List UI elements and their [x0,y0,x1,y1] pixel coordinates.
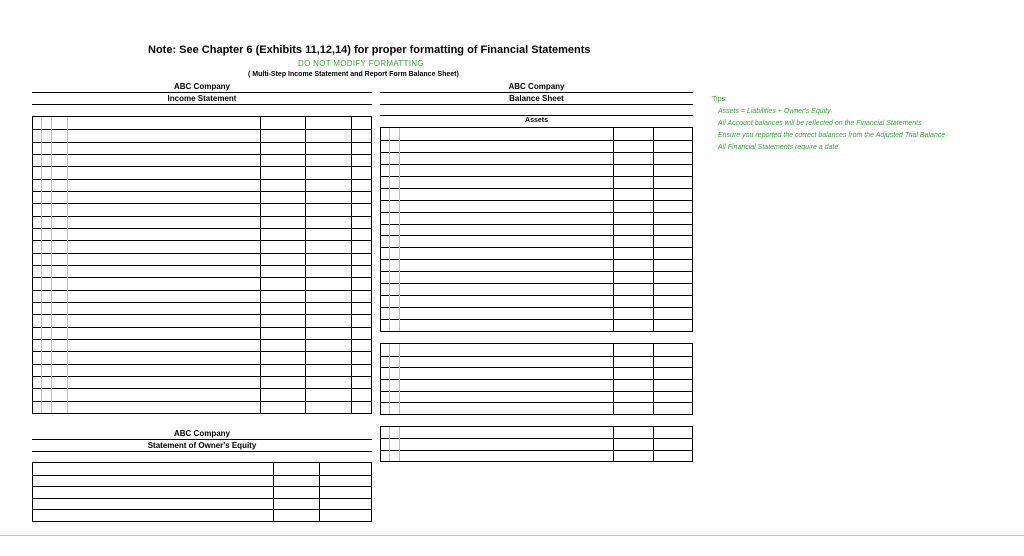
grid-row-line [33,486,371,487]
grid-row-line [33,142,371,143]
grid-column-line [305,117,306,413]
grid-row-line [33,475,371,476]
grid-indent-line [67,117,68,413]
income-company: ABC Company [173,82,230,91]
grid-row-line [381,356,692,357]
grid-row-line [33,509,371,510]
grid-row-line [381,438,692,439]
grid-row-line [33,388,371,389]
grid-row-line [381,164,692,165]
grid-row-line [33,277,371,278]
grid-row-line [33,179,371,180]
grid-row-line [33,290,371,291]
grid-row-line [381,391,692,392]
grid-row-line [381,224,692,225]
tip-item: All Account balances will be reflected on the Financial Statements [718,120,922,127]
balance-sheet-grid-3[interactable] [380,426,693,462]
grid-row-line [381,200,692,201]
grid-row-line [33,327,371,328]
grid-row-line [33,401,371,402]
grid-row-line [381,212,692,213]
grid-row-line [381,152,692,153]
balance-sheet-assets-grid[interactable] [380,127,693,332]
grid-row-line [33,203,371,204]
income-statement-grid[interactable] [32,116,372,414]
balance-company: ABC Company [508,82,565,91]
tip-item: All Financial Statements require a date. [718,144,841,151]
grid-row-line [381,295,692,296]
grid-row-line [381,450,692,451]
balance-sheet-grid-2[interactable] [380,343,693,415]
balance-divider-2 [380,104,693,105]
grid-row-line [381,271,692,272]
grid-row-line [33,376,371,377]
balance-divider-3 [380,115,693,116]
grid-indent-line [51,117,52,413]
grid-row-line [381,402,692,403]
page-bottom-border [0,535,1024,536]
grid-row-line [381,176,692,177]
grid-row-line [33,191,371,192]
grid-row-line [33,253,371,254]
grid-indent-line [389,344,390,414]
tip-item: Assets = Liabilities + Owner's Equity [718,108,831,115]
grid-column-line [653,427,654,461]
owners-equity-grid[interactable] [32,462,372,522]
grid-column-line [260,117,261,413]
grid-row-line [33,154,371,155]
grid-indent-line [389,427,390,461]
grid-row-line [33,216,371,217]
grid-row-line [33,228,371,229]
grid-row-line [33,129,371,130]
grid-column-line [351,117,352,413]
grid-row-line [33,364,371,365]
grid-indent-line [41,117,42,413]
page-note: Note: See Chapter 6 (Exhibits 11,12,14) for proper formatting of Financial Statements [148,44,591,56]
grid-column-line [319,463,320,521]
grid-row-line [381,140,692,141]
grid-row-line [33,314,371,315]
grid-column-line [273,463,274,521]
income-title: Income Statement [167,94,237,103]
grid-column-line [653,128,654,331]
tips-label: Tips: [712,96,727,103]
grid-indent-line [399,427,400,461]
equity-title: Statement of Owner's Equity [147,441,257,450]
grid-row-line [33,339,371,340]
grid-row-line [33,351,371,352]
equity-company: ABC Company [173,429,230,438]
grid-row-line [381,367,692,368]
grid-row-line [381,379,692,380]
grid-column-line [613,128,614,331]
grid-column-line [653,344,654,414]
assets-heading: Assets [525,117,548,124]
grid-row-line [381,247,692,248]
equity-divider-2 [32,451,372,452]
grid-row-line [33,166,371,167]
page-subtitle: ( Multi-Step Income Statement and Report Form Balance Sheet) [248,71,459,78]
grid-column-line [613,427,614,461]
balance-divider-1 [380,92,693,93]
balance-title: Balance Sheet [509,94,564,103]
grid-row-line [33,302,371,303]
do-not-modify-warning: DO NOT MODIFY FORMATTING [298,59,424,68]
grid-row-line [381,188,692,189]
tip-item: Ensure you reported the correct balances from the Adjusted Trial Balance [718,132,946,139]
grid-row-line [381,283,692,284]
tips-panel [712,94,945,154]
grid-row-line [33,240,371,241]
grid-row-line [33,498,371,499]
grid-row-line [381,319,692,320]
grid-row-line [381,307,692,308]
grid-row-line [33,265,371,266]
grid-indent-line [399,344,400,414]
income-divider-1 [32,92,372,93]
grid-indent-line [399,128,400,331]
grid-row-line [381,235,692,236]
equity-divider-1 [32,439,372,440]
grid-indent-line [389,128,390,331]
grid-row-line [381,259,692,260]
income-divider-2 [32,104,372,105]
grid-column-line [613,344,614,414]
